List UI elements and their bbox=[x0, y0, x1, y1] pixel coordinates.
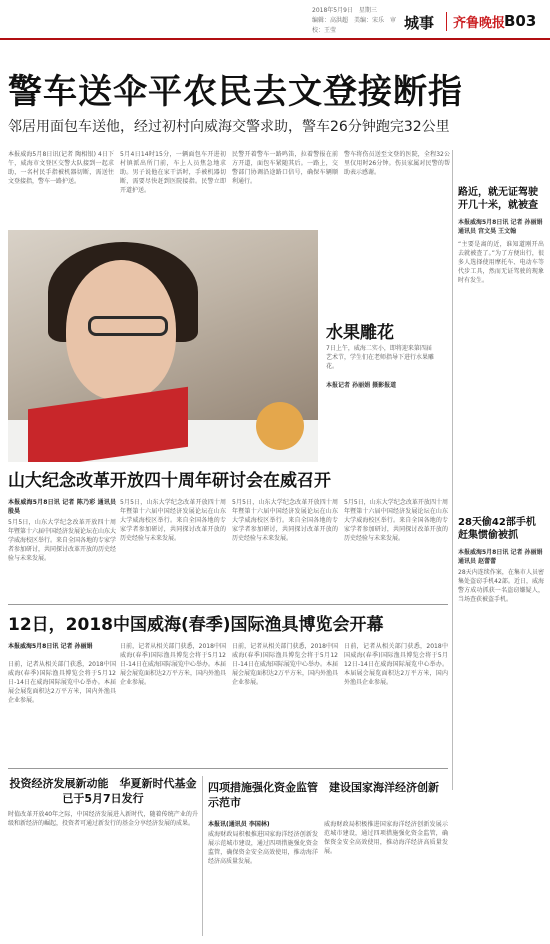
column-divider bbox=[202, 776, 203, 936]
sidebar-story1-title: 路近，就无证驾驶开几十米，就被查 bbox=[458, 187, 538, 211]
story3-title: 12日，2018中国威海(春季)国际渔具博览会开幕 bbox=[8, 615, 384, 635]
divider-line bbox=[8, 604, 448, 605]
masthead bbox=[0, 0, 550, 40]
story2-byline: 本报威海5月8日讯 记者 陈乃彩 通讯员 殷昊 bbox=[8, 499, 116, 515]
sidebar-story2-byline: 本报威海5月8日讯 记者 孙丽娟 通讯员 赵蕾蕾 bbox=[458, 549, 543, 565]
lead-text-col4: 警车将伤员送至文登的医院，全程32公里仅用时26分钟。伤员家属对民警的帮助表示感谢。 bbox=[344, 151, 450, 176]
story3-byline: 本报威海5月8日讯 记者 孙丽娟 bbox=[8, 643, 93, 650]
sidebar-story1-byline: 本报威海5月8日讯 记者 孙丽娟 通讯员 宫文昊 王文翰 bbox=[458, 219, 543, 235]
photo-glasses bbox=[88, 316, 168, 336]
masthead-meta bbox=[312, 6, 402, 36]
story5-title: 四项措施强化资金监管 建设国家海洋经济创新示范市 bbox=[208, 781, 439, 809]
story2-text-col3: 5月5日，山东大学纪念改革开放四十周年暨第十六届中国经济发展论坛在山东大学威海校区举行。来自全国各地的专家学者参加研讨，共同探讨改革开放的历史经验与未来发展。 bbox=[232, 499, 338, 542]
photo-fruit bbox=[256, 402, 304, 450]
lead-text-col1: 本报威海5月8日讯(记者 陶相银) 4日下午，威海市文登区交警大队接到一起求助，一名村民手指被机器切断，需送往文登接指，警车一路护送。 bbox=[8, 151, 114, 185]
story2-text-col4: 5月5日，山东大学纪念改革开放四十周年暨第十六届中国经济发展论坛在山东大学威海校区举行。来自全国各地的专家学者参加研讨，共同探讨改革开放的历史经验与未来发展。 bbox=[344, 499, 448, 542]
sidebar-story1-text: “主要是离的近，谁知道刚开出去就被查了。”为了方便出行，很多人选择使用摩托车、电动车等代步工具，然而无证驾驶的现象时有发生。 bbox=[458, 241, 544, 284]
story4-title: 投资经济发展新动能 华夏新时代基金已于5月7日发行 bbox=[9, 777, 197, 805]
lead-text-col2: 5月4日14时15分，一辆面包车开进初村镇派出所门前，车上人员焦急地求助。男子说他在家干活时，手被机器切断，需要尽快赶到医院接指。民警立即开道护送。 bbox=[120, 151, 226, 194]
story2-text: 5月5日，山东大学纪念改革开放四十周年暨第十六届中国经济发展论坛在山东大学威海校区举行。来自全国各地的专家学者参加研讨，共同探讨改革开放的历史经验与未来发展。 bbox=[8, 519, 116, 562]
story3-text-col3: 日前，记者从相关部门获悉，2018中国威海(春季)国际渔具博览会将于5月12日-14日在威海国际展览中心举办。本届展会展览面积达2万平方米，国内外渔具企业参展。 bbox=[232, 643, 338, 686]
page-number: B03 bbox=[504, 12, 537, 30]
lead-headline: 警车送伞平农民去文登接断指 bbox=[8, 72, 463, 112]
story4-text: 时值改革开放40年之际，中国经济发展进入新时代，随着传统产业的升级和新经济的崛起，投资者可通过新发行的基金分享经济发展的成果。 bbox=[8, 811, 198, 827]
section-name: 城事 bbox=[404, 14, 435, 32]
sidebar-story2-title: 28天偷42部手机赶集惯偷被抓 bbox=[458, 517, 536, 541]
photo-title: 水果雕花 bbox=[326, 323, 394, 343]
story3-text-col4: 日前，记者从相关部门获悉，2018中国威海(春季)国际渔具博览会将于5月12日-14日在威海国际展览中心举办。本届展会展览面积达2万平方米，国内外渔具企业参展。 bbox=[344, 643, 448, 686]
sidebar-story2-text: 28天内连续作案，在集市人员密集处盗窃手机42部。近日，威海警方成功抓获一名盗窃嫌疑人，当场查获被盗手机。 bbox=[458, 569, 544, 603]
photo-caption: 7日上午，威海二实小，即将迎来第四届艺术节，学生们在老师指导下进行水果雕花。 bbox=[326, 345, 435, 370]
lead-subhead: 邻居用面包车送他，经过初村向威海交警求助，警车26分钟跑完32公里 bbox=[8, 119, 450, 135]
divider-line bbox=[8, 768, 448, 769]
sidebar-divider bbox=[452, 150, 453, 790]
story5-text-col2: 威海财政局积极推进国家海洋经济创新发展示范城市建设，通过四项措施强化资金监管，确保资金安全高效使用，推动海洋经济高质量发展。 bbox=[324, 821, 448, 855]
story3-text: 日前，记者从相关部门获悉，2018中国威海(春季)国际渔具博览会将于5月12日-14日在威海国际展览中心举办。本届展会展览面积达2万平方米，国内外渔具企业参展。 bbox=[8, 661, 116, 704]
editor-credits: 编辑：高洪超 美编：宋乐 审校：王莹 bbox=[312, 17, 397, 34]
story2-text-col2: 5月5日，山东大学纪念改革开放四十周年暨第十六届中国经济发展论坛在山东大学威海校区举行。来自全国各地的专家学者参加研讨，共同探讨改革开放的历史经验与未来发展。 bbox=[120, 499, 226, 542]
newspaper-logo: 齐鲁晚报 bbox=[446, 12, 505, 31]
photo-credit: 本报记者 孙丽娟 摄影报道 bbox=[326, 382, 397, 389]
story3-text-col2: 日前，记者从相关部门获悉，2018中国威海(春季)国际渔具博览会将于5月12日-14日在威海国际展览中心举办。本届展会展览面积达2万平方米，国内外渔具企业参展。 bbox=[120, 643, 226, 686]
news-photo bbox=[8, 230, 318, 462]
issue-date: 2018年5月9日 星期三 bbox=[312, 7, 377, 14]
story2-title: 山大纪念改革开放四十周年研讨会在威召开 bbox=[8, 471, 331, 491]
lead-text-col3: 民警开着警车一路鸣笛，拉着警报在前方开道，面包车紧随其后。一路上，交警部门协调沿途路口信号，确保车辆顺利通行。 bbox=[232, 151, 338, 185]
story5-text: 威海财政局积极推进国家海洋经济创新发展示范城市建设，通过四项措施强化资金监管，确保资金安全高效使用，推动海洋经济高质量发展。 bbox=[208, 831, 318, 865]
story5-byline: 本报讯(通讯员 李国林) bbox=[208, 821, 270, 828]
